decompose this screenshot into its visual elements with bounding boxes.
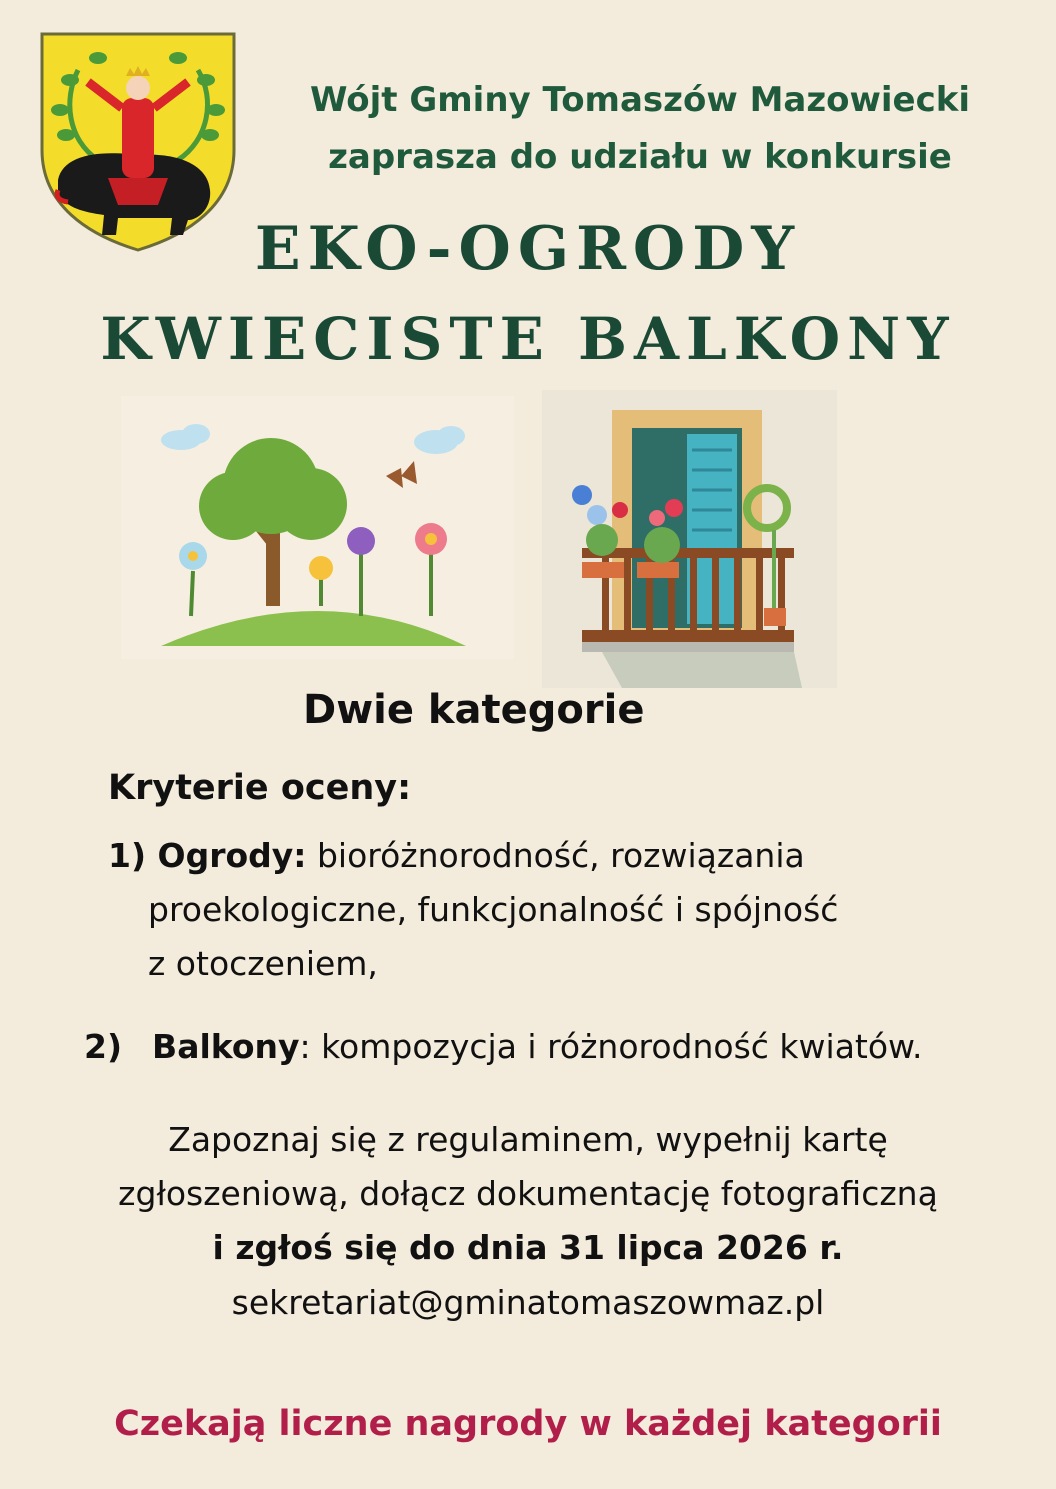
garden-tree-flowers-illustration: [121, 396, 514, 659]
criteria-item-2-number: 2): [84, 1027, 123, 1066]
criteria-item-1-label: 1) Ogrody:: [108, 836, 307, 875]
instructions-line-2: zgłoszeniową, dołącz dokumentację fotograficzną: [118, 1174, 938, 1213]
criteria-item-1-line-3: z otoczeniem,: [148, 944, 378, 983]
criteria-heading: Kryterie oceny:: [108, 768, 412, 808]
criteria-item-2: [84, 1027, 923, 1067]
title-line-1: EKO-OGRODY: [254, 214, 802, 284]
email-link[interactable]: sekretariat@gminatomaszowmaz.pl: [231, 1283, 825, 1322]
flower-balcony-illustration: [542, 390, 837, 688]
criteria-item-1-line-2: proekologiczne, funkcjonalność i spójność: [148, 890, 839, 929]
criteria-item-1-line-1: [108, 836, 805, 876]
prize-text: Czekają liczne nagrody w każdej kategorii: [114, 1404, 942, 1444]
header-line-1: Wójt Gminy Tomaszów Mazowiecki: [309, 80, 971, 120]
criteria-item-1-text: bioróżnorodność, rozwiązania: [306, 836, 805, 875]
criteria-item-2-label: Balkony: [152, 1027, 300, 1066]
criteria-item-2-text: : kompozycja i różnorodność kwiatów.: [299, 1027, 923, 1066]
instructions-line-1: Zapoznaj się z regulaminem, wypełnij kartę: [168, 1120, 888, 1159]
header-line-2: zaprasza do udziału w konkursie: [328, 137, 952, 177]
deadline-text: i zgłoś się do dnia 31 lipca 2026 r.: [212, 1228, 844, 1267]
title-line-2: KWIECISTE BALKONY: [100, 305, 956, 373]
categories-heading: Dwie kategorie: [303, 687, 645, 733]
